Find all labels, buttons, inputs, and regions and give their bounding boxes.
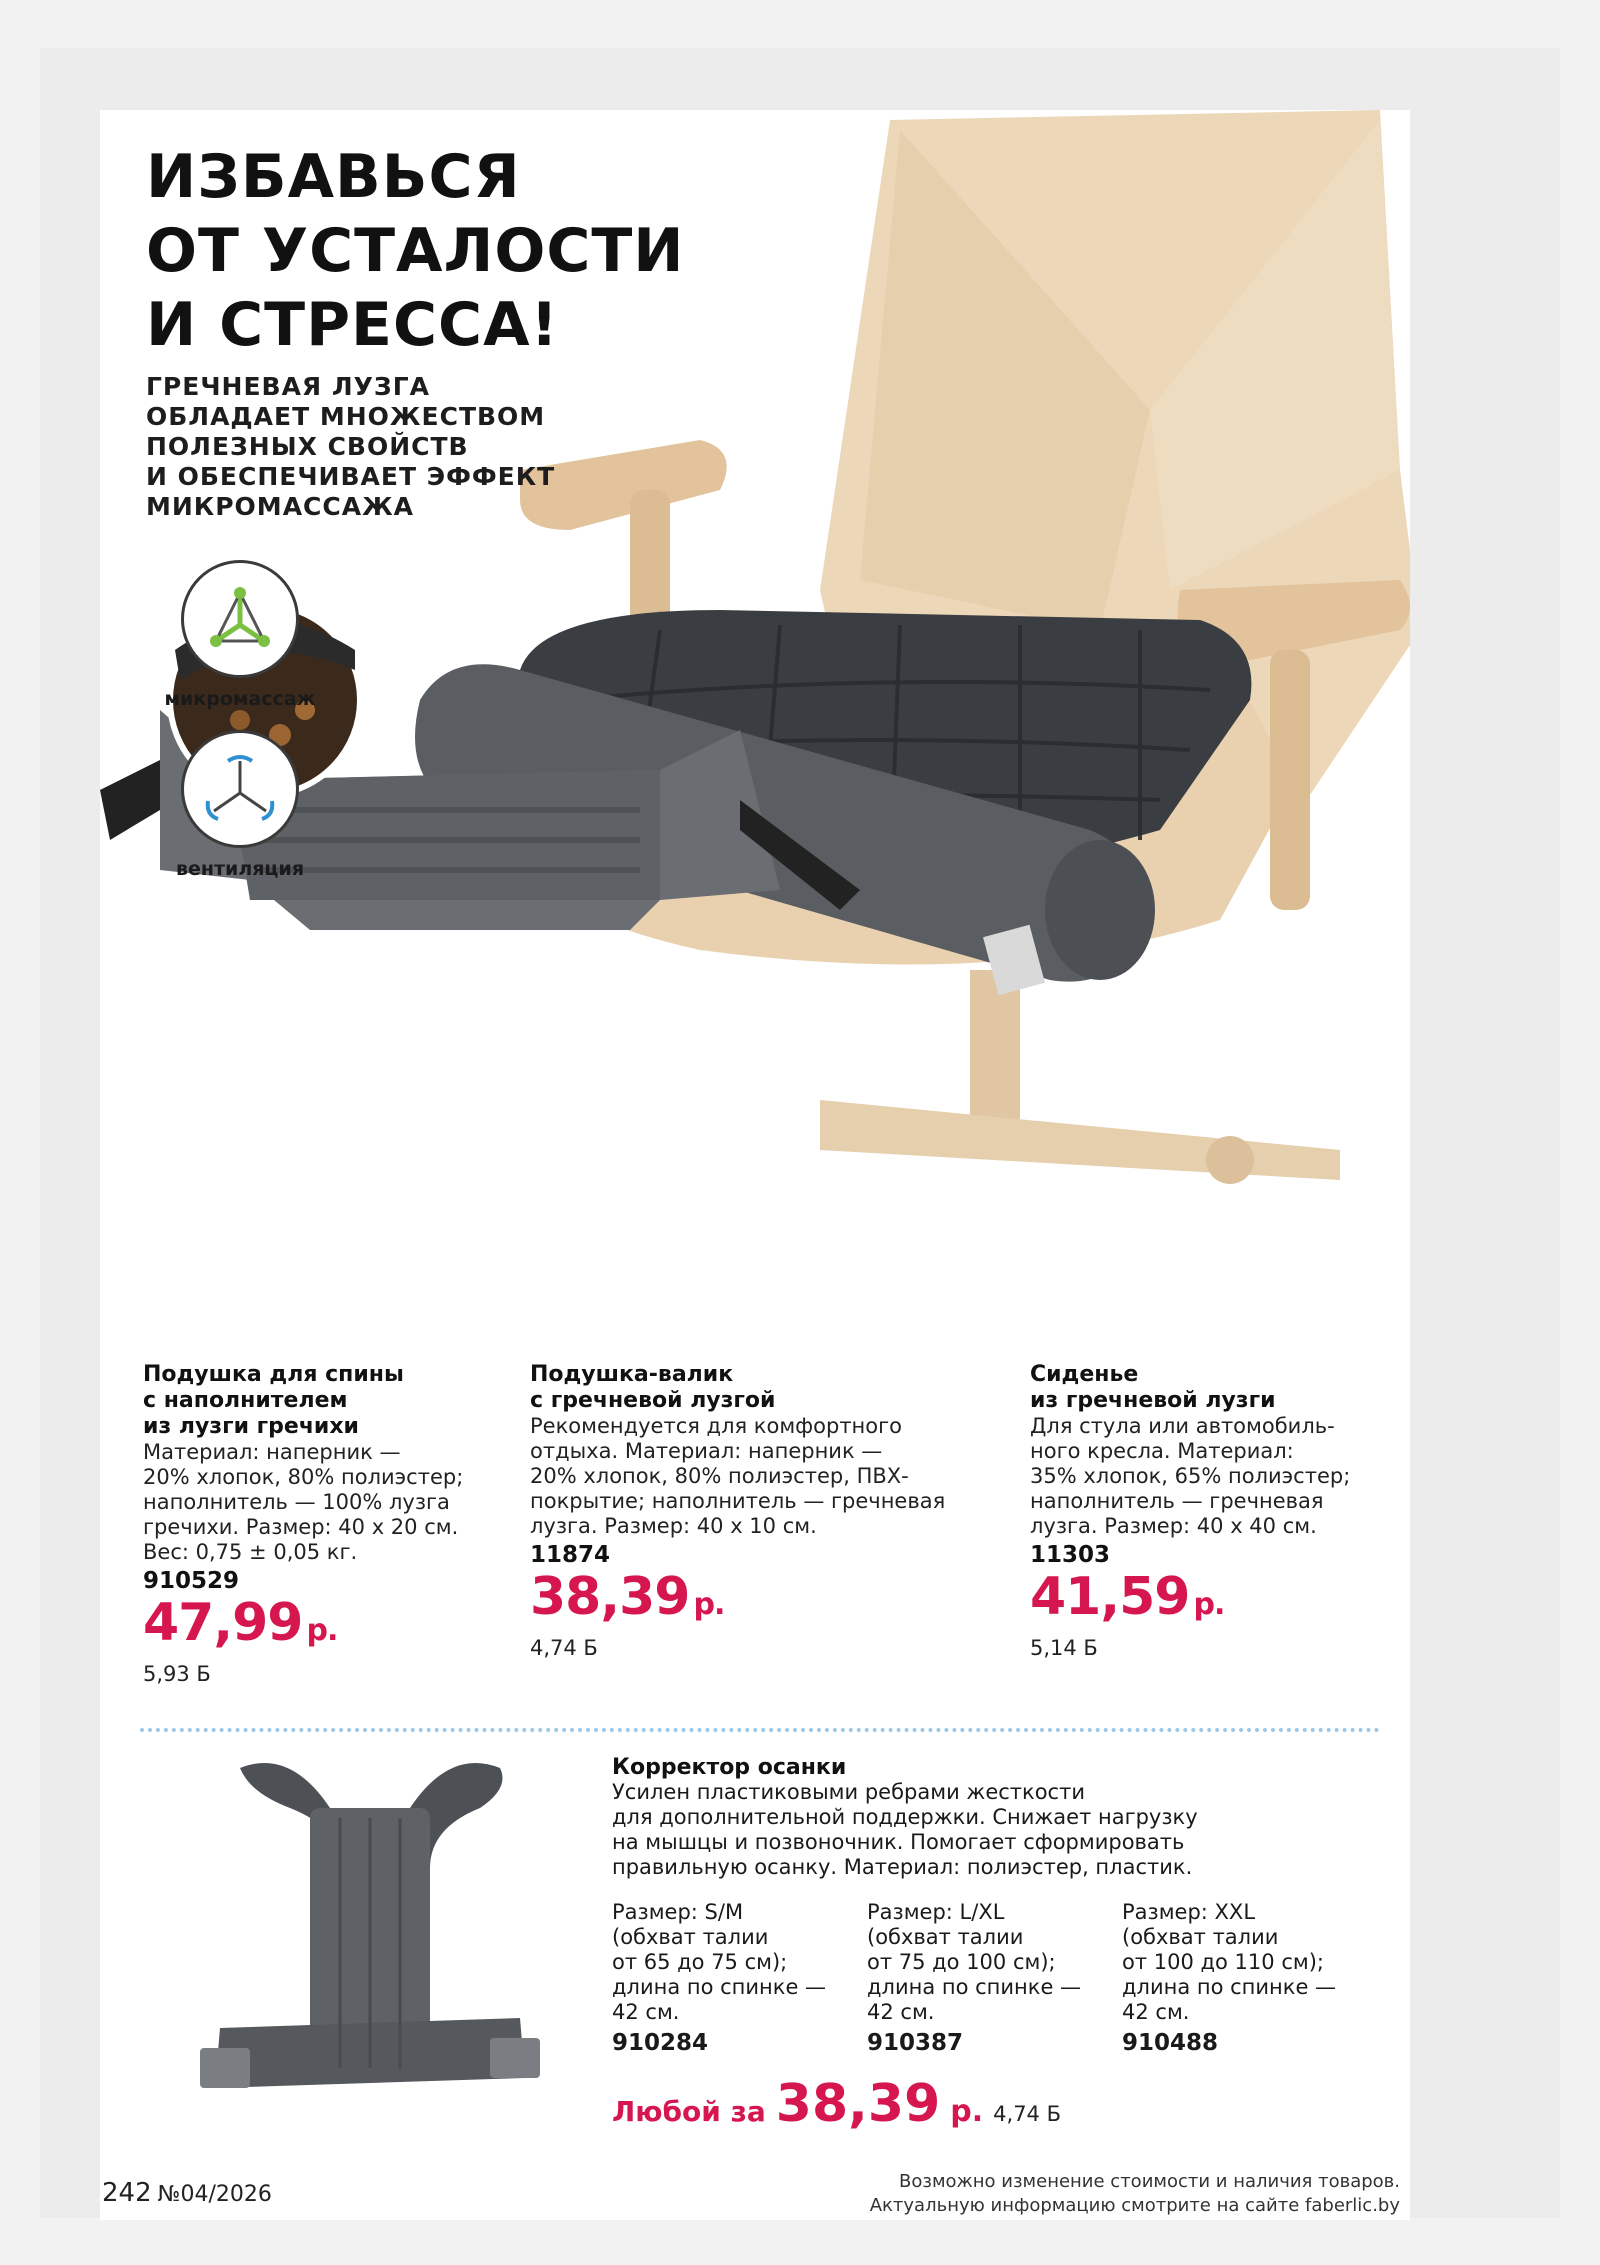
size-line: (обхват талии: [1122, 1925, 1279, 1949]
ventilation-icon: [181, 730, 299, 848]
price-currency: р.: [1193, 1587, 1225, 1622]
feature-ventilation: [140, 730, 340, 880]
product-desc-line: лузга. Размер: 40 х 10 см.: [530, 1514, 817, 1538]
size-line: 42 см.: [612, 2000, 680, 2024]
size-line: 42 см.: [867, 2000, 935, 2024]
headline-line: ИЗБАВЬСЯ: [146, 142, 521, 212]
product-price: [143, 1594, 503, 1660]
size-line: длина по спинке —: [612, 1975, 827, 1999]
price-value: 41,59: [1030, 1567, 1190, 1627]
product-back-cushion: [143, 1362, 503, 1687]
posture-corrector-image: [180, 1748, 560, 2128]
feature-micromassage: [140, 560, 340, 710]
product-desc-line: гречихи. Размер: 40 х 20 см.: [143, 1515, 459, 1539]
size-line: 42 см.: [1122, 2000, 1190, 2024]
product-name: Корректор осанки: [612, 1755, 847, 1780]
price-currency: р.: [306, 1613, 338, 1648]
size-line: (обхват талии: [612, 1925, 769, 1949]
price-currency: р.: [693, 1587, 725, 1622]
size-option-lxl: [867, 1900, 1097, 2056]
price-value: 47,99: [143, 1593, 303, 1653]
size-option-sm: [612, 1900, 842, 2056]
product-description: [1030, 1414, 1370, 1539]
price-currency: р.: [950, 2094, 984, 2129]
size-line: длина по спинке —: [867, 1975, 1082, 1999]
product-name-line: Подушка-валик: [530, 1362, 734, 1387]
product-price: [530, 1568, 970, 1634]
product-desc-line: наполнитель — 100% лузга: [143, 1490, 450, 1514]
product-desc-line: отдыха. Материал: наперник —: [530, 1439, 883, 1463]
subhead-line: ОБЛАДАЕТ МНОЖЕСТВОМ: [146, 402, 546, 431]
disclaimer-line: Актуальную информацию смотрите на сайте faberlic.by: [869, 2195, 1400, 2216]
price-value: 38,39: [530, 1567, 690, 1627]
size-line: Размер: L/XL: [867, 1900, 1005, 1924]
product-desc-line: наполнитель — гречневая: [1030, 1489, 1324, 1513]
size-line: от 100 до 110 см);: [1122, 1950, 1324, 1974]
product-desc-line: Для стула или автомобиль-: [1030, 1414, 1335, 1438]
product-code: 11874: [530, 1542, 611, 1568]
product-desc-line: 35% хлопок, 65% полиэстер;: [1030, 1464, 1351, 1488]
product-posture-corrector: [612, 1755, 1392, 1880]
headline-line: ОТ УСТАЛОСТИ: [146, 216, 685, 286]
subhead-line: ПОЛЕЗНЫХ СВОЙСТВ: [146, 432, 469, 461]
product-desc-line: лузга. Размер: 40 х 40 см.: [1030, 1514, 1317, 1538]
product-points: 4,74 Б: [993, 2102, 1061, 2126]
product-desc-line: для дополнительной поддержки. Снижает нагрузку: [612, 1805, 1198, 1829]
size-line: (обхват талии: [867, 1925, 1024, 1949]
size-line: Размер: S/M: [612, 1900, 744, 1924]
product-desc-line: 20% хлопок, 80% полиэстер, ПВХ-: [530, 1464, 909, 1488]
product-desc-line: Материал: наперник —: [143, 1440, 401, 1464]
product-points: 4,74 Б: [530, 1636, 598, 1660]
product-code: 11303: [1030, 1542, 1111, 1568]
product-desc-line: Рекомендуется для комфортного: [530, 1414, 903, 1438]
product-code: 910529: [143, 1568, 240, 1594]
product-desc-line: 20% хлопок, 80% полиэстер;: [143, 1465, 464, 1489]
any-price-label: Любой за: [612, 2095, 766, 2128]
feature-label: микромассаж: [164, 688, 316, 710]
product-description: [612, 1780, 1392, 1880]
product-name-line: Подушка для спины: [143, 1362, 404, 1387]
product-desc-line: правильную осанку. Материал: полиэстер, пластик.: [612, 1855, 1193, 1879]
product-price: [1030, 1568, 1370, 1634]
size-option-xxl: [1122, 1900, 1352, 2056]
product-points: 5,14 Б: [1030, 1636, 1098, 1660]
size-line: длина по спинке —: [1122, 1975, 1337, 1999]
size-line: от 65 до 75 см);: [612, 1950, 788, 1974]
issue-number: №04/2026: [157, 2182, 272, 2207]
footer-disclaimer: [870, 2170, 1400, 2218]
product-desc-line: Усилен пластиковыми ребрами жесткости: [612, 1780, 1085, 1804]
page-number: 242: [102, 2178, 152, 2208]
product-desc-line: Вес: 0,75 ± 0,05 кг.: [143, 1540, 358, 1564]
product-seat-cushion: [1030, 1362, 1370, 1661]
product-name-line: из гречневой лузги: [1030, 1388, 1276, 1413]
product-desc-line: на мышцы и позвоночник. Помогает сформировать: [612, 1830, 1185, 1854]
product-points: 5,93 Б: [143, 1662, 211, 1686]
size-line: Размер: XXL: [1122, 1900, 1256, 1924]
subhead-line: МИКРОМАССАЖА: [146, 492, 415, 521]
price-value: 38,39: [775, 2074, 941, 2134]
product-desc-line: ного кресла. Материал:: [1030, 1439, 1294, 1463]
product-code: 910284: [612, 2030, 709, 2056]
product-name-line: Сиденье: [1030, 1362, 1139, 1387]
subhead-line: И ОБЕСПЕЧИВАЕТ ЭФФЕКТ: [146, 462, 556, 491]
product-name: [1030, 1362, 1370, 1414]
product-name: [143, 1362, 503, 1440]
size-line: от 75 до 100 см);: [867, 1950, 1056, 1974]
product-description: [530, 1414, 970, 1539]
feature-label: вентиляция: [175, 858, 305, 880]
headline-line: И СТРЕССА!: [146, 290, 559, 360]
product-code: 910387: [867, 2030, 964, 2056]
micromassage-icon: [181, 560, 299, 678]
headline: [146, 140, 746, 362]
section-divider: [140, 1728, 1380, 1732]
product-name: [530, 1362, 970, 1414]
disclaimer-line: Возможно изменение стоимости и наличия товаров.: [899, 2171, 1400, 2192]
product-code: 910488: [1122, 2030, 1219, 2056]
product-description: [143, 1440, 503, 1565]
product-name-line: с гречневой лузгой: [530, 1388, 776, 1413]
any-size-price: [612, 2074, 1061, 2134]
product-name-line: с наполнителем: [143, 1388, 348, 1413]
subhead-line: ГРЕЧНЕВАЯ ЛУЗГА: [146, 372, 430, 401]
page-footer-number: [102, 2178, 272, 2208]
product-bolster-pillow: [530, 1362, 970, 1661]
product-desc-line: покрытие; наполнитель — гречневая: [530, 1489, 946, 1513]
subheadline: [146, 372, 626, 522]
product-name-line: из лузги гречихи: [143, 1414, 359, 1439]
